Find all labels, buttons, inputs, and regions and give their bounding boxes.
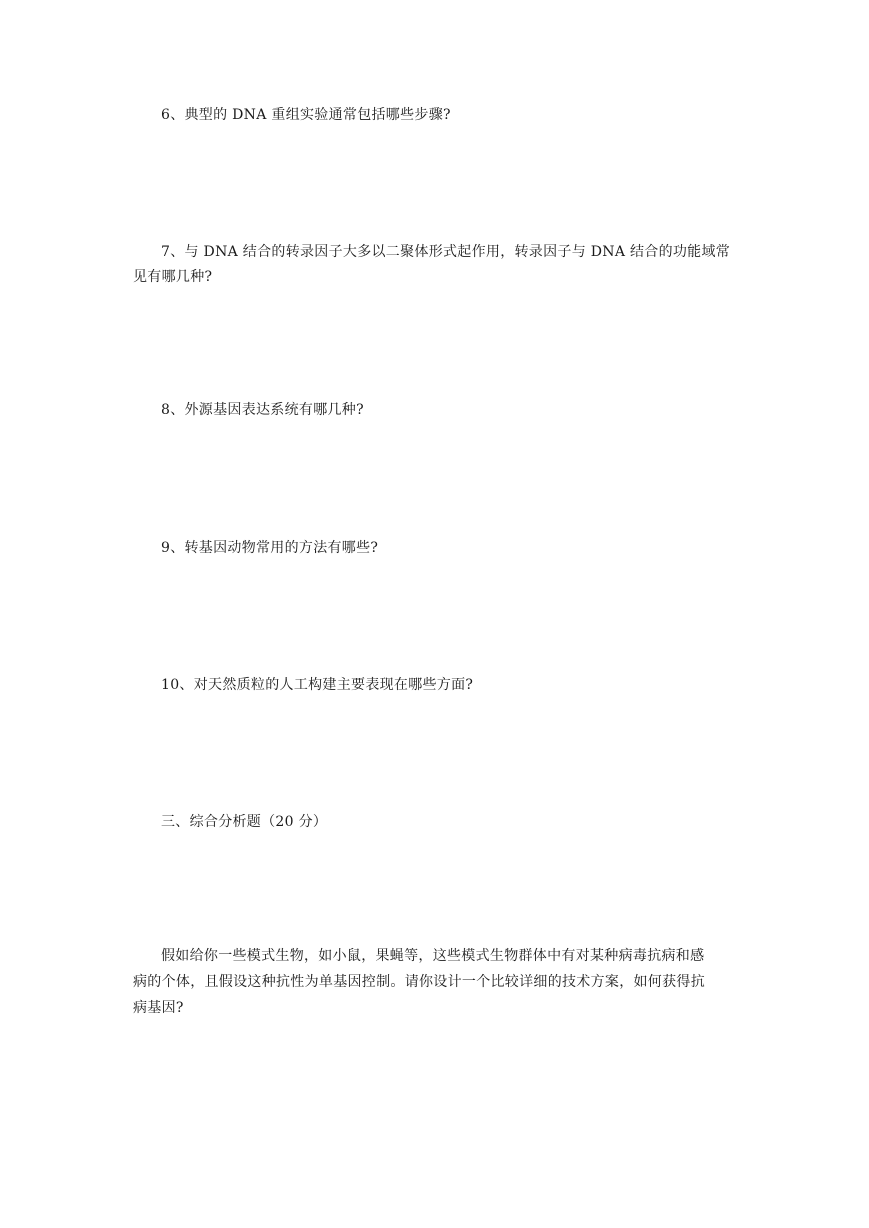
question-9: 9、转基因动物常用的方法有哪些? [161,540,379,556]
section-3-prompt-line-2: 病的个体，且假设这种抗性为单基因控制。请你设计一个比较详细的技术方案，如何获得抗 [133,974,705,990]
question-7-line-2: 见有哪几种? [133,269,213,285]
question-6: 6、典型的 DNA 重组实验通常包括哪些步骤? [161,107,451,123]
question-7-line-1: 7、与 DNA 结合的转录因子大多以二聚体形式起作用，转录因子与 DNA 结合的功能域常 [161,244,731,260]
question-10: 10、对天然质粒的人工构建主要表现在哪些方面? [161,677,474,693]
question-8: 8、外源基因表达系统有哪几种? [161,402,364,418]
section-3-heading: 三、综合分析题（20 分） [161,814,328,830]
section-3-prompt-line-1: 假如给你一些模式生物，如小鼠，果蝇等，这些模式生物群体中有对某种病毒抗病和感 [161,948,705,964]
section-3-prompt-line-3: 病基因? [133,1000,184,1016]
